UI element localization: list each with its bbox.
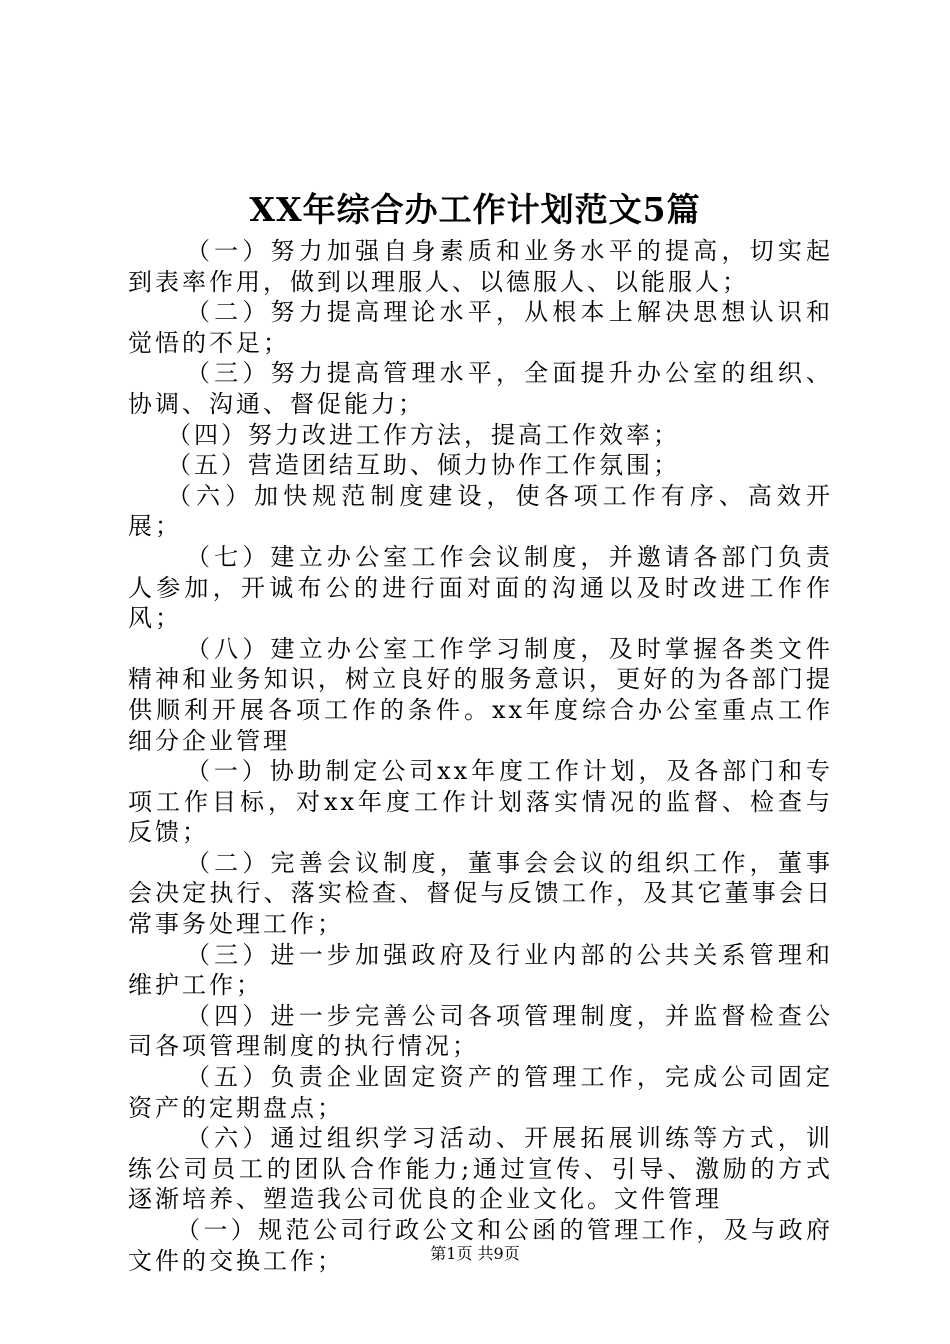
paragraph: （四）努力改进工作方法，提高工作效率； [167, 420, 680, 449]
paragraph: （五）营造团结互助、倾力协作工作氛围； [167, 451, 680, 480]
paragraph: （二）完善会议制度，董事会会议的组织工作，董事会决定执行、落实检查、督促与反馈工作，及其它董事会日常事务处理工作； [128, 848, 833, 939]
paragraph: （五）负责企业固定资产的管理工作，完成公司固定资产的定期盘点； [128, 1063, 833, 1122]
paragraph: （三）努力提高管理水平，全面提升办公室的组织、协调、沟通、督促能力； [128, 359, 833, 418]
paragraph: （八）建立办公室工作学习制度，及时掌握各类文件精神和业务知识，树立良好的服务意识，更好的为各部门提供顺利开展各项工作的条件。xx年度综合办公室重点工作细分企业管理 [128, 634, 833, 755]
document-body [128, 236, 833, 1276]
paragraph: （二）努力提高理论水平，从根本上解决思想认识和觉悟的不足； [128, 298, 833, 357]
paragraph: （三）进一步加强政府及行业内部的公共关系管理和维护工作； [128, 940, 833, 1000]
paragraph: （四）进一步完善公司各项管理制度，并监督检查公司各项管理制度的执行情况； [128, 1001, 833, 1061]
paragraph: （一）规范公司行政公文和公函的管理工作，及与政府文件的交换工作； [128, 1216, 833, 1275]
page-footer: 第1页 共9页 [430, 1244, 520, 1263]
paragraph: （一）努力加强自身素质和业务水平的提高，切实起到表率作用，做到以理服人、以德服人、以能服人； [128, 237, 833, 296]
document-title: XX年综合办工作计划范文5篇 [249, 190, 701, 229]
paragraph: （一）协助制定公司xx年度工作计划，及各部门和专项工作目标，对xx年度工作计划落实情况的监督、检查与反馈； [128, 757, 833, 847]
paragraph: （六）通过组织学习活动、开展拓展训练等方式，训练公司员工的团队合作能力;通过宣传、引导、激励的方式逐渐培养、塑造我公司优良的企业文化。文件管理 [128, 1124, 833, 1214]
paragraph: （六）加快规范制度建设，使各项工作有序、高效开展； [128, 481, 833, 541]
paragraph: （七）建立办公室工作会议制度，并邀请各部门负责人参加，开诚布公的进行面对面的沟通以及时改进工作作风； [128, 542, 833, 633]
